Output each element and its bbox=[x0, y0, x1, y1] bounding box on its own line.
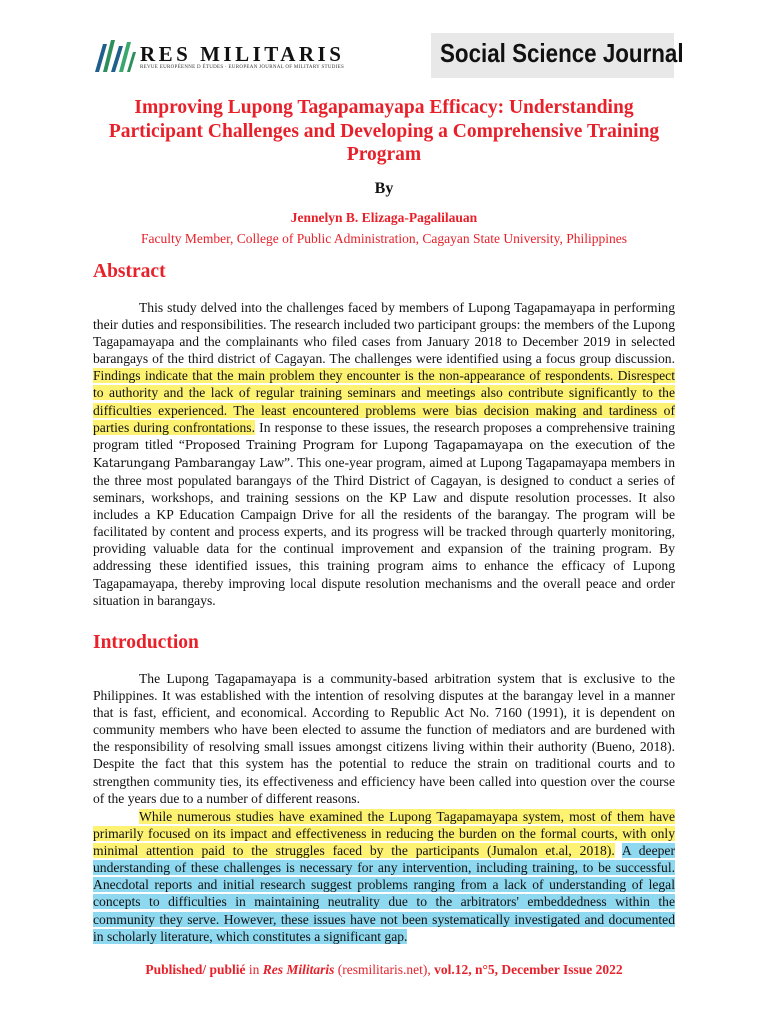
paper-title: Improving Lupong Tagapamayapa Efficacy: Understanding Participant Challenges and Developing a Comprehensive Training Program bbox=[108, 97, 660, 165]
intro-paragraph-2 bbox=[93, 808, 675, 945]
footer-journal: Res Militaris bbox=[262, 962, 335, 977]
abstract-text-1: This study delved into the challenges faced by members of Lupong Tagapamayapa in performing their duties and responsibilities. The research included two participant groups: the members of the Lupong Tagapamayapa and the complainants who filed cases from January 2018 to December 2019 in selected barangays of the third district of Cagayan. The challenges were identified using a focus group discussion. bbox=[93, 300, 675, 367]
intro-highlight-yellow: While numerous studies have examined the Lupong Tagapamayapa system, most of them have primarily focused on its impact and effectiveness in reducing the burden on the formal courts, with only minimal attention paid to the struggles faced by the participants (Jumalon et.al, 2018). bbox=[93, 809, 675, 859]
intro-highlight-blue: A deeper understanding of these challenges is necessary for any intervention, including training, to be successful. Anecdotal reports and initial research suggest problems ranging from a lack of understanding of legal concepts to difficulties in maintaining neutrality due to the arbitrators' embeddedness within the community they serve. However, these issues have not been systematically investigated and documented in scholarly literature, which constitutes a significant gap. bbox=[93, 843, 675, 944]
abstract-text-2: In response to these issues, the research proposes a comprehensive training program titled “ bbox=[93, 419, 675, 452]
introduction-heading: Introduction bbox=[93, 632, 199, 653]
brand-subtitle: REVUE EUROPÉENNE D ÉTUDES · EUROPEAN JOURNAL OF MILITARY STUDIES bbox=[140, 65, 345, 70]
abstract-paragraph bbox=[93, 299, 675, 609]
abstract-heading: Abstract bbox=[93, 261, 166, 282]
by-line: By bbox=[374, 180, 394, 197]
journal-name: Social Science Journal bbox=[440, 38, 684, 68]
intro-paragraph-1: The Lupong Tagapamayapa is a community-based arbitration system that is exclusive to the Philippines. It was established with the intention of resolving disputes at the barangay level in a manner that is fast, efficient, and economical. According to Republic Act No. 7160 (1991), it is dependent on community members who have been elected to assume the function of mediators and are burdened with the responsibility of resolving small issues amongst citizens living within their authority (Bueno, 2018). Despite the fact that this system has the potential to reduce the strain on traditional courts and to strengthen community ties, its effectiveness and efficiency have been called into question over the course of the years due to a number of different reasons. bbox=[93, 671, 675, 806]
journal-header bbox=[0, 0, 768, 90]
author-name: Jennelyn B. Elizaga-Pagalilauan bbox=[290, 210, 478, 225]
brand-name: RES MILITARIS bbox=[140, 42, 345, 66]
author-affiliation: Faculty Member, College of Public Administration, Cagayan State University, Philippines bbox=[140, 231, 628, 246]
abstract-text-3: ”. This one-year program, aimed at Lupong Tagapamayapa members in the three most populated barangays of the Third District of Cagayan, is designed to conduct a series of seminars, workshops, and training sessions on the KP Law and dispute resolution processes. It also includes a KP Education Campaign Drive for all the residents of the barangay. The program will be facilitated by content and process experts, and its progress will be tracked through quarterly monitoring, providing valuable data for the continual improvement and expansion of the training program. By addressing these identified issues, this training program aims to enhance the efficacy of Lupong Tagapamayapa, thereby improving local dispute resolution mechanisms and the overall peace and order situation in barangays. bbox=[93, 454, 675, 608]
footer-site: (resmilitaris.net), bbox=[334, 962, 435, 977]
res-militaris-logo-icon bbox=[93, 38, 137, 74]
program-title: Proposed Training Program for Lupong Tagapamayapa on the execution of the Katarungang Pambarangay Law bbox=[93, 437, 675, 470]
footer-published: Published/ publié bbox=[145, 962, 246, 977]
publication-footer bbox=[0, 962, 768, 978]
footer-issue: vol.12, n°5, December Issue 2022 bbox=[434, 962, 623, 977]
abstract-highlight: Findings indicate that the main problem they encounter is the non-appearance of respondents. Disrespect to authority and the lack of regular training seminars and meetings also contribute significantly to the difficulties experienced. The least encountered problems were bias decision making and tardiness of parties during confrontations. bbox=[93, 368, 675, 435]
footer-in: in bbox=[245, 962, 263, 977]
